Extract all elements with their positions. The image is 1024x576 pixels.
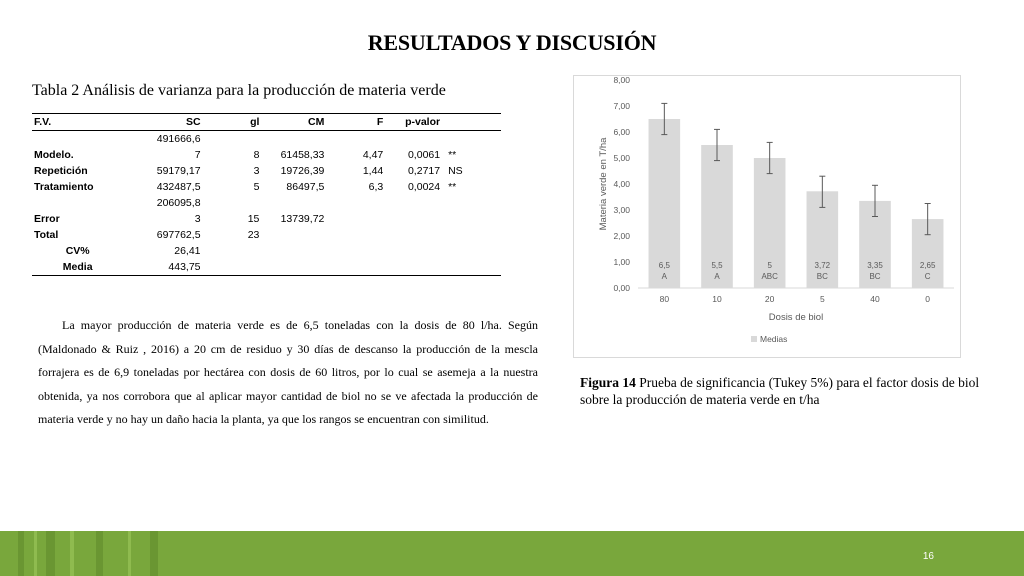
y-tick-label: 3,00: [613, 205, 630, 215]
table-row: [32, 195, 501, 211]
cell-p: 0,0061: [407, 149, 441, 161]
y-tick-label: 6,00: [613, 127, 630, 137]
data-label: 3,35: [867, 261, 883, 270]
cell-fv: [32, 195, 123, 211]
cell-fv: [32, 131, 123, 148]
header-significance: [442, 114, 501, 131]
cell-p: 0,2717: [407, 165, 441, 177]
figure-caption-text: Prueba de significancia (Tukey 5%) para el factor dosis de biol sobre la producción de materia verde en t/ha: [580, 375, 980, 407]
cell-p: [385, 211, 442, 227]
cell-p: [385, 131, 442, 148]
x-tick-label: 40: [870, 294, 880, 304]
cell-fv: Tratamiento: [34, 181, 94, 193]
cell-sc: 432487,5: [156, 181, 201, 193]
table-row: [32, 259, 501, 276]
cell-f: [326, 259, 385, 276]
cell-sig: [442, 227, 501, 243]
header-sc: SC: [123, 114, 202, 131]
cell-f: [326, 243, 385, 259]
cell-sig: NS: [448, 165, 463, 177]
y-axis-title: Materia verde en T/ha: [598, 137, 609, 231]
cell-cm: 19726,39: [280, 165, 325, 177]
cell-cm: [261, 227, 326, 243]
header-cm: CM: [261, 114, 326, 131]
cell-sc: 26,41: [174, 245, 201, 257]
cell-cm: 13739,72: [280, 213, 325, 225]
cell-gl: [203, 195, 262, 211]
data-label: 6,5: [658, 261, 670, 270]
cell-f: [326, 211, 385, 227]
y-tick-label: 0,00: [613, 283, 630, 293]
group-label: A: [714, 272, 720, 281]
footer-stripe: [96, 531, 103, 576]
y-tick-label: 7,00: [613, 101, 630, 111]
cell-sig: [442, 259, 501, 276]
group-label: BC: [869, 272, 881, 281]
footer-stripe: [128, 531, 131, 576]
legend-swatch: [751, 336, 757, 342]
table-row: [32, 163, 501, 179]
footer-stripe: [150, 531, 158, 576]
footer-stripe: [34, 531, 37, 576]
cell-gl: 8: [253, 149, 260, 161]
cell-cm: [261, 243, 326, 259]
y-tick-label: 8,00: [613, 76, 630, 85]
footer-stripe: [18, 531, 24, 576]
figure-caption-label: Figura 14: [580, 375, 636, 390]
x-tick-label: 10: [712, 294, 722, 304]
group-label: ABC: [761, 272, 778, 281]
slide-title: RESULTADOS Y DISCUSIÓN: [367, 30, 657, 55]
table-row: [32, 147, 501, 163]
data-label: 5,5: [711, 261, 723, 270]
table-row: [32, 131, 501, 148]
cell-cm: 86497,5: [286, 181, 325, 193]
cell-fv: CV%: [65, 245, 90, 257]
cell-f: [326, 227, 385, 243]
table-caption: Tabla 2 Análisis de varianza para la producción de materia verde: [32, 82, 446, 99]
cell-cm: 61458,33: [280, 149, 325, 161]
cell-f: 1,44: [362, 165, 384, 177]
bar-chart: [573, 75, 961, 358]
x-tick-label: 20: [764, 294, 775, 304]
page-number: 16: [922, 551, 934, 562]
cell-sc: 491666,6: [156, 133, 201, 145]
cell-sig: [442, 211, 501, 227]
anova-table: [32, 113, 501, 276]
cell-cm: [261, 195, 326, 211]
cell-sc: 697762,5: [156, 229, 201, 241]
x-tick-label: 80: [659, 294, 670, 304]
cell-sig: [442, 243, 501, 259]
cell-p: [385, 259, 442, 276]
y-tick-label: 2,00: [613, 231, 630, 241]
cell-gl: [203, 131, 262, 148]
group-label: A: [661, 272, 668, 281]
cell-fv: Modelo.: [34, 149, 74, 161]
cell-fv: Media: [32, 259, 123, 276]
cell-sig: [442, 131, 501, 148]
cell-gl: 5: [253, 181, 260, 193]
cell-fv: Error: [34, 213, 60, 225]
y-tick-label: 5,00: [613, 153, 630, 163]
cell-f: [326, 195, 385, 211]
figure-caption: [580, 374, 1000, 408]
cell-sc: 206095,8: [156, 197, 201, 209]
table-row: [32, 227, 501, 243]
footer-stripe: [70, 531, 74, 576]
header-gl: gl: [203, 114, 262, 131]
data-label: 2,65: [919, 261, 936, 270]
cell-gl: [203, 243, 262, 259]
cell-fv: Total: [34, 229, 59, 241]
cell-cm: [261, 259, 326, 276]
data-label: 3,72: [814, 261, 831, 270]
table-row: [32, 179, 501, 195]
cell-sig: **: [448, 181, 457, 193]
cell-f: 6,3: [368, 181, 384, 193]
discussion-paragraph: La mayor producción de materia verde es de 6,5 toneladas con la dosis de 80 l/ha. Según (Maldonado & Ruiz , 2016) a 20 cm de residuo y 30 días de descanso la producción de la mescla forrajera es de 6,9 toneladas por hectárea con dosis de 60 litros, por lo cual se asemeja a la nuestra obtenida, ya nos corrobora que al aplicar mayor cantidad de biol no se ve afectada la producción de materia verde y no hay un daño hacia la planta, ya que los rangos se encuentran con similitud.: [38, 318, 538, 426]
cell-gl: 15: [247, 213, 260, 225]
table-header-row: [32, 114, 501, 131]
cell-p: [385, 195, 442, 211]
group-label: BC: [816, 272, 828, 281]
cell-sc: 443,75: [123, 259, 202, 276]
x-axis-title: Dosis de biol: [768, 312, 824, 323]
cell-sig: **: [448, 149, 457, 161]
cell-f: 4,47: [362, 149, 384, 161]
cell-p: 0,0024: [407, 181, 441, 193]
header-f: F: [326, 114, 385, 131]
table-row: [32, 243, 501, 259]
table-row: [32, 211, 501, 227]
x-tick-label: 0: [925, 294, 931, 304]
header-p-valor: p-valor: [385, 114, 442, 131]
y-tick-label: 4,00: [613, 179, 630, 189]
legend-label: Medias: [760, 334, 788, 344]
header-fv: F.V.: [32, 114, 123, 131]
cell-fv: Repetición: [34, 165, 88, 177]
cell-sc: 7: [194, 149, 201, 161]
group-label: C: [924, 272, 931, 281]
cell-gl: 23: [247, 229, 260, 241]
cell-cm: [261, 131, 326, 148]
chart-svg: [574, 76, 960, 357]
cell-sc: 3: [194, 213, 201, 225]
cell-f: [326, 131, 385, 148]
data-label: 5: [767, 261, 772, 270]
cell-p: [385, 227, 442, 243]
footer-bar: [0, 531, 1024, 576]
cell-sig: [442, 195, 501, 211]
footer-stripe: [46, 531, 55, 576]
cell-gl: [203, 259, 262, 276]
y-tick-label: 1,00: [613, 257, 630, 267]
cell-sc: 59179,17: [156, 165, 201, 177]
cell-p: [385, 243, 442, 259]
x-tick-label: 5: [819, 294, 825, 304]
cell-gl: 3: [253, 165, 260, 177]
